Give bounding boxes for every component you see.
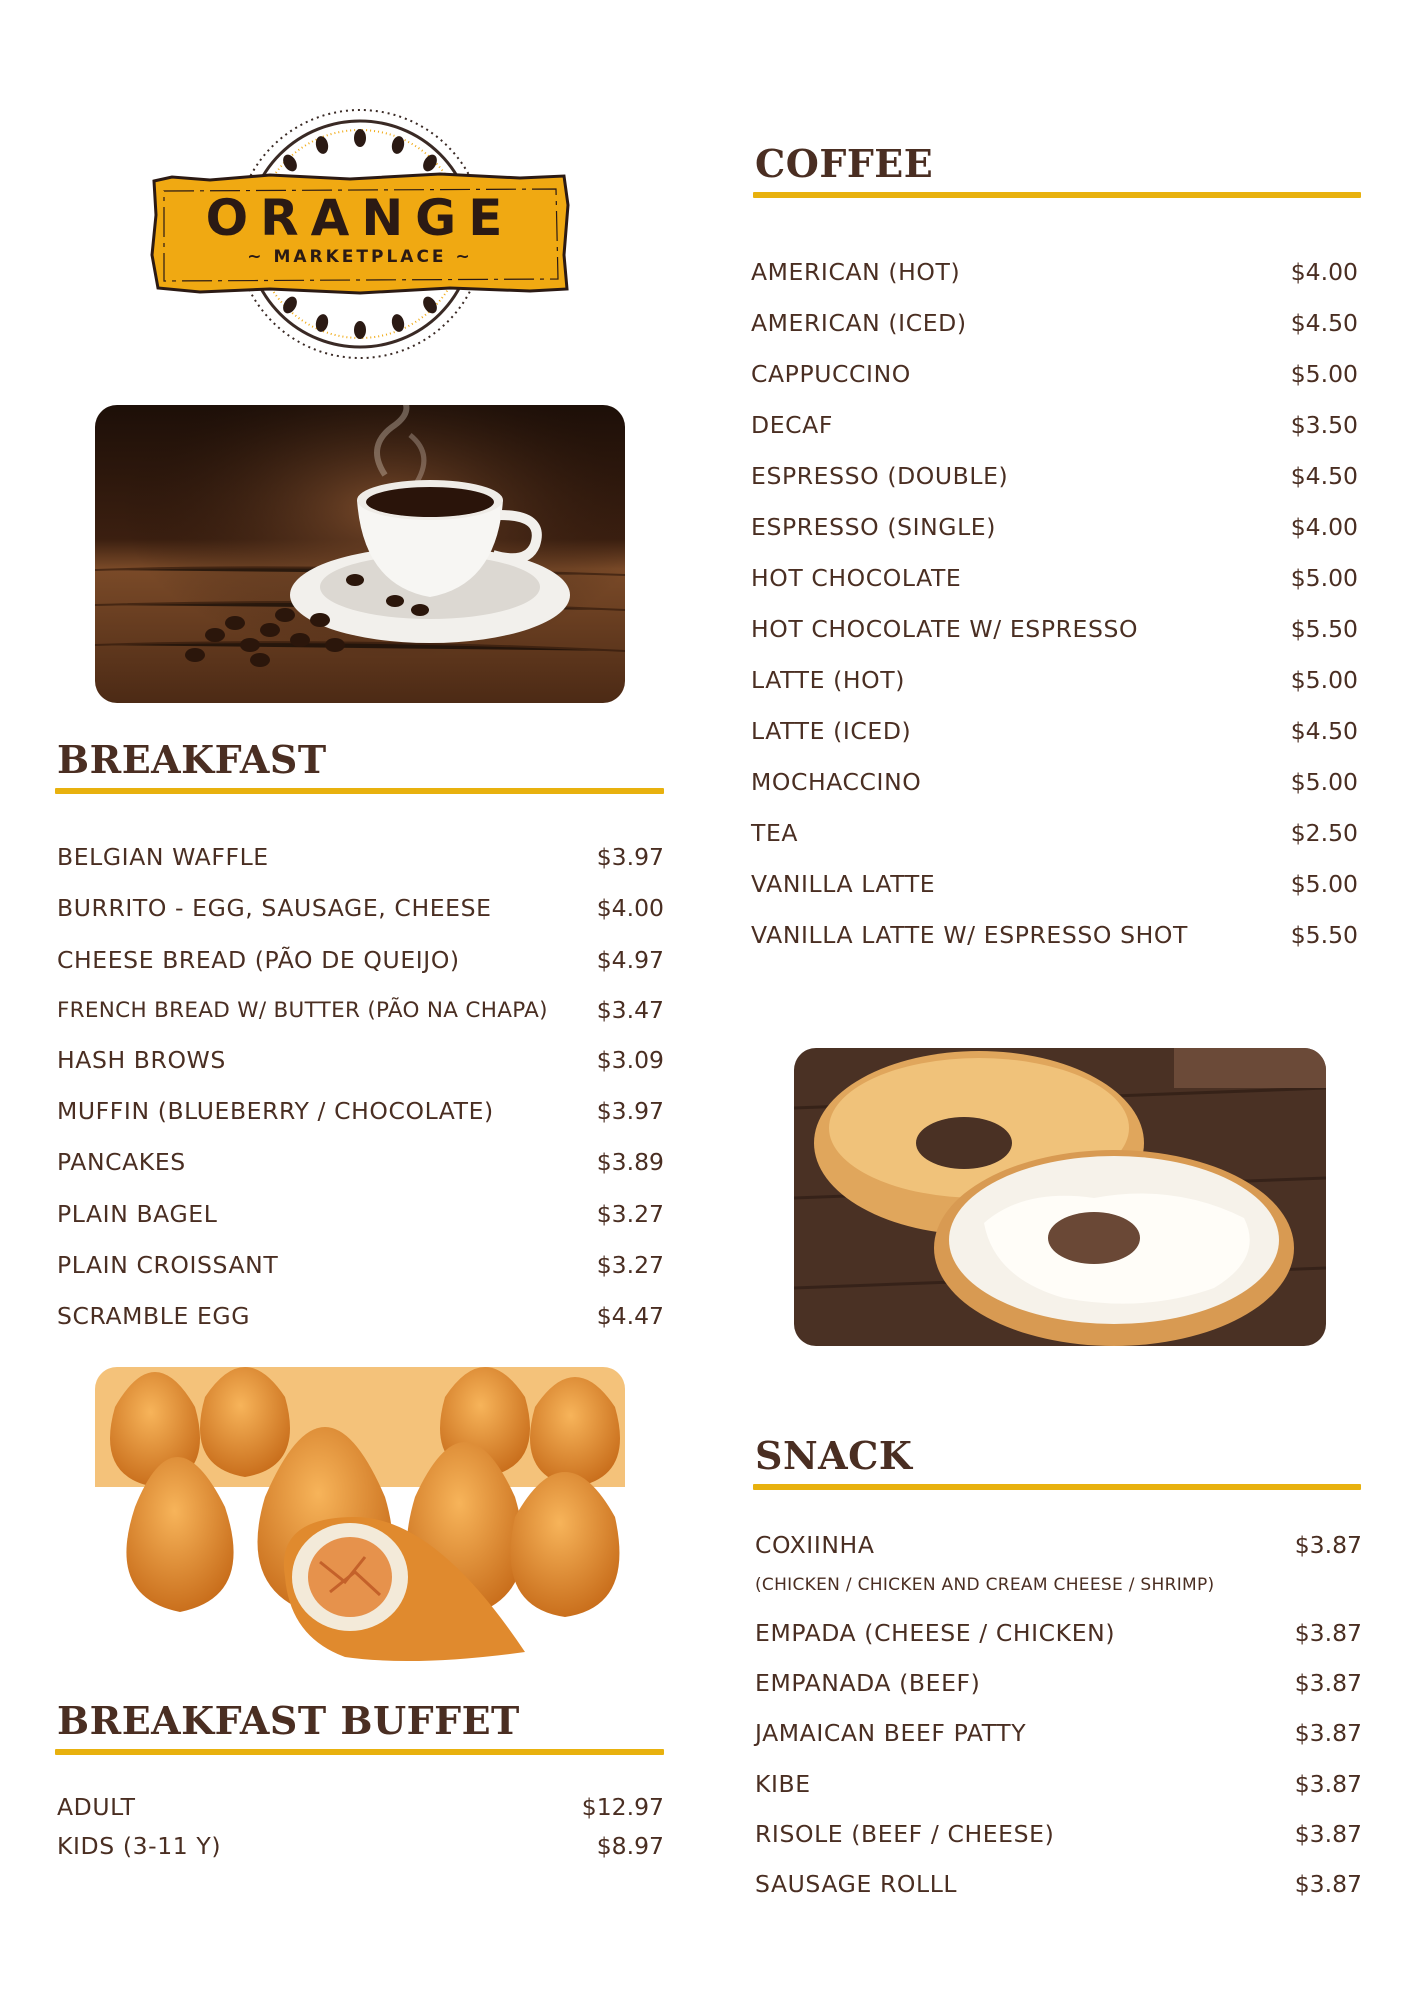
breakfast-divider: [55, 788, 664, 794]
item-price: $3.89: [596, 1148, 664, 1176]
item-name: TEA: [751, 819, 799, 847]
breakfast-buffet-divider: [55, 1749, 664, 1755]
item-name: SAUSAGE ROLLL: [755, 1870, 958, 1898]
list-item: [751, 561, 1358, 595]
item-price: $5.50: [1290, 921, 1358, 949]
item-name: PANCAKES: [57, 1148, 186, 1176]
list-item: [57, 943, 664, 977]
list-item: [751, 255, 1358, 289]
item-name: LATTE (ICED): [751, 717, 912, 745]
item-name: VANILLA LATTE: [751, 870, 936, 898]
item-name: HASH BROWS: [57, 1046, 226, 1074]
item-price: $12.97: [581, 1793, 664, 1821]
item-name: RISOLE (BEEF / CHEESE): [755, 1820, 1055, 1848]
list-item: [57, 1829, 664, 1863]
list-item: [751, 306, 1358, 340]
list-item: [751, 408, 1358, 442]
item-price: $3.97: [596, 1097, 664, 1125]
item-name: SCRAMBLE EGG: [57, 1302, 251, 1330]
item-name: ESPRESSO (SINGLE): [751, 513, 997, 541]
item-name: MUFFIN (BLUEBERRY / CHOCOLATE): [57, 1097, 494, 1125]
item-price: $3.47: [596, 996, 664, 1024]
item-price: $4.97: [596, 946, 664, 974]
item-price: $3.87: [1294, 1619, 1362, 1647]
item-price: $3.50: [1290, 411, 1358, 439]
item-name: LATTE (HOT): [751, 666, 905, 694]
coxinha-photo: [95, 1367, 625, 1665]
item-price: $3.87: [1294, 1669, 1362, 1697]
item-price: $3.27: [596, 1251, 664, 1279]
item-price: $3.87: [1294, 1820, 1362, 1848]
list-item: [751, 612, 1358, 646]
list-item: [755, 1817, 1362, 1851]
item-price: $2.50: [1290, 819, 1358, 847]
item-name: CHEESE BREAD (PÃO DE QUEIJO): [57, 946, 460, 974]
bagel-cream-cheese-photo: [794, 1048, 1326, 1346]
item-price: $5.00: [1290, 564, 1358, 592]
list-item: [751, 459, 1358, 493]
breakfast-buffet-list: [57, 1790, 664, 1880]
item-price: $3.87: [1294, 1770, 1362, 1798]
list-item: [755, 1616, 1362, 1650]
item-name: KIDS (3-11 Y): [57, 1832, 222, 1860]
item-name: BELGIAN WAFFLE: [57, 843, 269, 871]
coffee-divider: [753, 192, 1361, 198]
item-name: MOCHACCINO: [751, 768, 922, 796]
list-item: [57, 1145, 664, 1179]
item-name: BURRITO - EGG, SAUSAGE, CHEESE: [57, 894, 492, 922]
snack-divider: [753, 1484, 1361, 1490]
item-price: $8.97: [596, 1832, 664, 1860]
item-price: $5.50: [1290, 615, 1358, 643]
list-item: [755, 1716, 1362, 1750]
list-item: [751, 816, 1358, 850]
list-item: [751, 765, 1358, 799]
coffee-cup-photo: [95, 405, 625, 703]
list-item: [755, 1666, 1362, 1700]
list-item: [755, 1767, 1362, 1801]
item-name: AMERICAN (ICED): [751, 309, 967, 337]
list-item: [751, 663, 1358, 697]
list-item: [57, 1043, 664, 1077]
coffee-heading: COFFEE: [755, 141, 934, 186]
coffee-list: [751, 255, 1358, 955]
item-name: ESPRESSO (DOUBLE): [751, 462, 1009, 490]
list-item: [57, 891, 664, 925]
list-item: [57, 1197, 664, 1231]
logo-subtitle-text: ~ MARKETPLACE ~: [247, 247, 473, 267]
item-name: VANILLA LATTE W/ ESPRESSO SHOT: [751, 921, 1188, 949]
item-name: CAPPUCCINO: [751, 360, 911, 388]
item-price: $5.00: [1290, 870, 1358, 898]
list-item: [57, 1299, 664, 1333]
item-price: $3.87: [1294, 1531, 1362, 1559]
item-name: FRENCH BREAD W/ BUTTER (PÃO NA CHAPA): [57, 997, 548, 1023]
list-item: [57, 1248, 664, 1282]
item-name: KIBE: [755, 1770, 811, 1798]
item-price: $3.87: [1294, 1870, 1362, 1898]
breakfast-buffet-heading: BREAKFAST BUFFET: [57, 1698, 520, 1743]
orange-marketplace-logo: [150, 105, 570, 363]
list-item: [751, 714, 1358, 748]
item-price: $3.09: [596, 1046, 664, 1074]
item-price: $4.47: [596, 1302, 664, 1330]
item-price: $5.00: [1290, 666, 1358, 694]
item-price: $4.00: [596, 894, 664, 922]
item-name: PLAIN CROISSANT: [57, 1251, 279, 1279]
list-item: [751, 510, 1358, 544]
list-item: [751, 357, 1358, 391]
item-note: (CHICKEN / CHICKEN AND CREAM CHEESE / SHRIMP): [755, 1575, 1215, 1595]
item-price: $5.00: [1290, 360, 1358, 388]
list-item: [57, 993, 664, 1027]
list-item: [755, 1528, 1362, 1562]
item-name: PLAIN BAGEL: [57, 1200, 218, 1228]
item-price: $4.00: [1290, 258, 1358, 286]
item-name: DECAF: [751, 411, 833, 439]
item-price: $3.97: [596, 843, 664, 871]
item-price: $4.50: [1290, 309, 1358, 337]
list-item: [57, 1790, 664, 1824]
item-price: $3.87: [1294, 1719, 1362, 1747]
item-name: EMPANADA (BEEF): [755, 1669, 981, 1697]
item-price: $4.50: [1290, 462, 1358, 490]
breakfast-list: [57, 840, 664, 1340]
breakfast-heading: BREAKFAST: [57, 737, 327, 782]
item-name: AMERICAN (HOT): [751, 258, 961, 286]
snack-heading: SNACK: [755, 1433, 913, 1478]
logo-brand-text: ORANGE: [205, 189, 515, 247]
list-item: [57, 1094, 664, 1128]
list-item: [751, 918, 1358, 952]
item-price: $3.27: [596, 1200, 664, 1228]
item-name: ADULT: [57, 1793, 136, 1821]
item-name: HOT CHOCOLATE W/ ESPRESSO: [751, 615, 1139, 643]
item-name: EMPADA (CHEESE / CHICKEN): [755, 1619, 1116, 1647]
list-item: [57, 840, 664, 874]
list-item: [751, 867, 1358, 901]
item-price: $5.00: [1290, 768, 1358, 796]
item-name: JAMAICAN BEEF PATTY: [755, 1719, 1027, 1747]
snack-list: [755, 1528, 1362, 1908]
item-price: $4.50: [1290, 717, 1358, 745]
list-item: [755, 1867, 1362, 1901]
item-name: COXIINHA: [755, 1531, 875, 1559]
item-price: $4.00: [1290, 513, 1358, 541]
item-name: HOT CHOCOLATE: [751, 564, 962, 592]
